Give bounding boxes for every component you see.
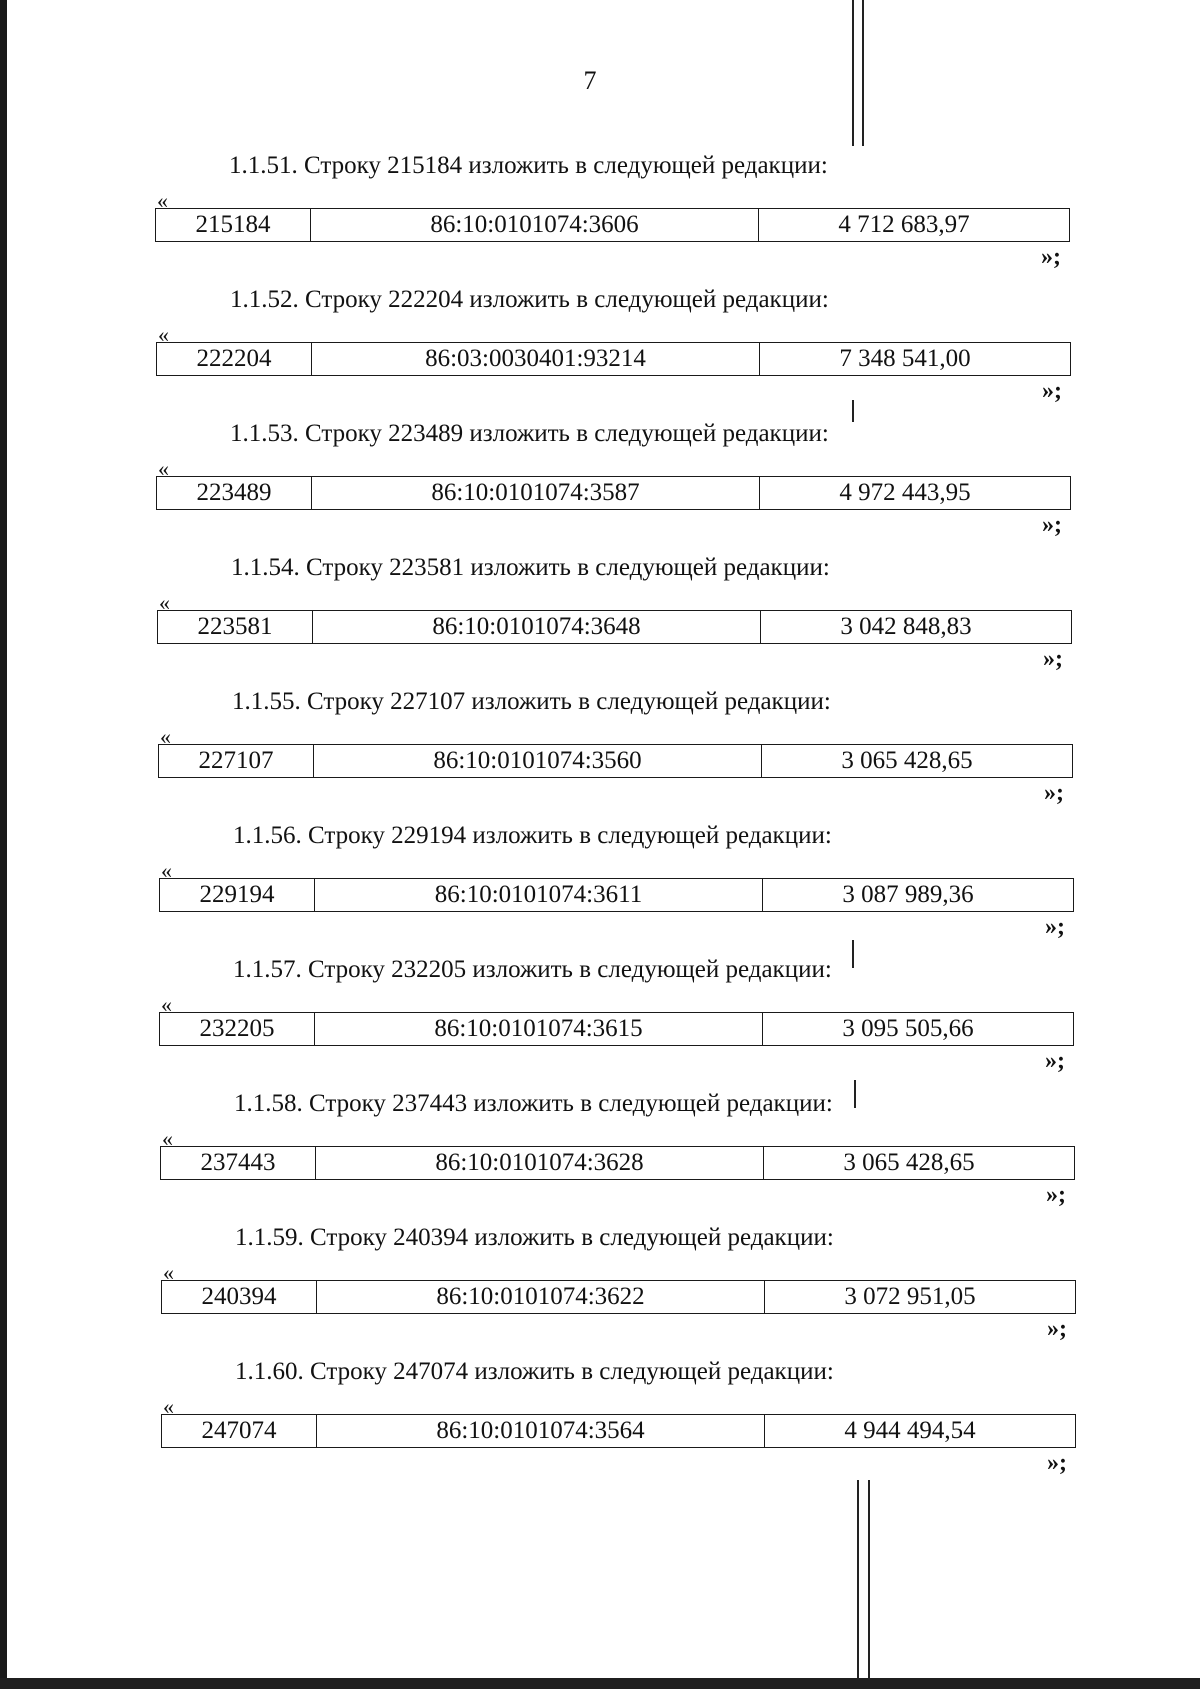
row-number-cell: 222204 [157,343,312,375]
open-quote: « [161,992,172,1017]
amendment-entry [6,1224,1200,1358]
row-number-cell: 232205 [160,1013,315,1045]
amendment-entry [6,1358,1200,1492]
cadastral-number-cell: 86:10:0101074:3564 [317,1415,765,1447]
cadastral-value-cell: 3 065 428,65 [843,1149,975,1176]
table-row [159,878,1074,912]
row-number-cell: 247074 [162,1415,317,1447]
amendment-heading: 1.1.51. Строку 215184 изложить в следующей редакции: [229,152,828,179]
open-quote: « [159,590,170,615]
scan-line [852,0,854,146]
table-row [156,342,1071,376]
cadastral-value-cell: 4 972 443,95 [839,479,971,506]
close-quote: »; [1041,244,1061,270]
table-row [157,610,1072,644]
row-number-cell: 227107 [159,745,314,777]
table-row [155,208,1070,242]
table-row [161,1280,1076,1314]
table-row [161,1414,1076,1448]
scan-edge-bottom [0,1678,1200,1689]
amendment-heading: 1.1.55. Строку 227107 изложить в следующей редакции: [232,688,831,715]
close-quote: »; [1042,378,1062,404]
table-row [160,1146,1075,1180]
table-row [159,1012,1074,1046]
cadastral-number-cell: 86:10:0101074:3622 [317,1281,765,1313]
table-row [156,476,1071,510]
cadastral-number-cell: 86:10:0101074:3628 [316,1147,764,1179]
amendment-entry [4,956,1200,1090]
row-number-cell: 215184 [156,209,311,241]
amendment-heading: 1.1.56. Строку 229194 изложить в следующей редакции: [233,822,832,849]
amendment-entry [3,688,1200,822]
amendment-heading: 1.1.60. Строку 247074 изложить в следующей редакции: [235,1358,834,1385]
close-quote: »; [1043,646,1063,672]
amendment-entry [1,286,1200,420]
amendment-entry [5,1090,1200,1224]
close-quote: »; [1045,914,1065,940]
table-row [158,744,1073,778]
open-quote: « [158,322,169,347]
amendment-entry [0,152,1200,286]
open-quote: « [162,1126,173,1151]
row-number-cell: 229194 [160,879,315,911]
amendment-heading: 1.1.59. Строку 240394 изложить в следующей редакции: [235,1224,834,1251]
cadastral-number-cell: 86:10:0101074:3615 [315,1013,763,1045]
amendment-heading: 1.1.52. Строку 222204 изложить в следующей редакции: [230,286,829,313]
close-quote: »; [1047,1450,1067,1476]
scan-line [868,1480,870,1680]
open-quote: « [163,1260,174,1285]
cadastral-number-cell: 86:10:0101074:3587 [312,477,760,509]
cadastral-number-cell: 86:10:0101074:3560 [314,745,762,777]
cadastral-number-cell: 86:10:0101074:3611 [315,879,763,911]
cadastral-value-cell: 4 944 494,54 [844,1417,976,1444]
cadastral-number-cell: 86:10:0101074:3606 [311,209,759,241]
close-quote: »; [1044,780,1064,806]
close-quote: »; [1045,1048,1065,1074]
close-quote: »; [1046,1182,1066,1208]
row-number-cell: 240394 [162,1281,317,1313]
open-quote: « [158,456,169,481]
cadastral-value-cell: 7 348 541,00 [839,345,971,372]
open-quote: « [161,858,172,883]
open-quote: « [163,1394,174,1419]
scan-line [857,1480,859,1680]
amendment-heading: 1.1.54. Строку 223581 изложить в следующей редакции: [231,554,830,581]
cadastral-value-cell: 3 072 951,05 [844,1283,976,1310]
amendment-heading: 1.1.53. Строку 223489 изложить в следующей редакции: [230,420,829,447]
amendment-entry [4,822,1200,956]
cadastral-value-cell: 3 065 428,65 [841,747,973,774]
close-quote: »; [1042,512,1062,538]
cadastral-value-cell: 3 042 848,83 [840,613,972,640]
amendment-entry [2,554,1200,688]
amendment-heading: 1.1.57. Строку 232205 изложить в следующей редакции: [233,956,832,983]
scan-line [862,0,864,146]
page-number: 7 [583,66,597,95]
cadastral-number-cell: 86:03:0030401:93214 [312,343,760,375]
open-quote: « [157,188,168,213]
cadastral-value-cell: 3 095 505,66 [842,1015,974,1042]
cadastral-number-cell: 86:10:0101074:3648 [313,611,761,643]
row-number-cell: 237443 [161,1147,316,1179]
amendment-entry [1,420,1200,554]
open-quote: « [160,724,171,749]
close-quote: »; [1047,1316,1067,1342]
cadastral-value-cell: 4 712 683,97 [838,211,970,238]
cadastral-value-cell: 3 087 989,36 [842,881,974,908]
amendment-heading: 1.1.58. Строку 237443 изложить в следующей редакции: [234,1090,833,1117]
row-number-cell: 223489 [157,477,312,509]
row-number-cell: 223581 [158,611,313,643]
